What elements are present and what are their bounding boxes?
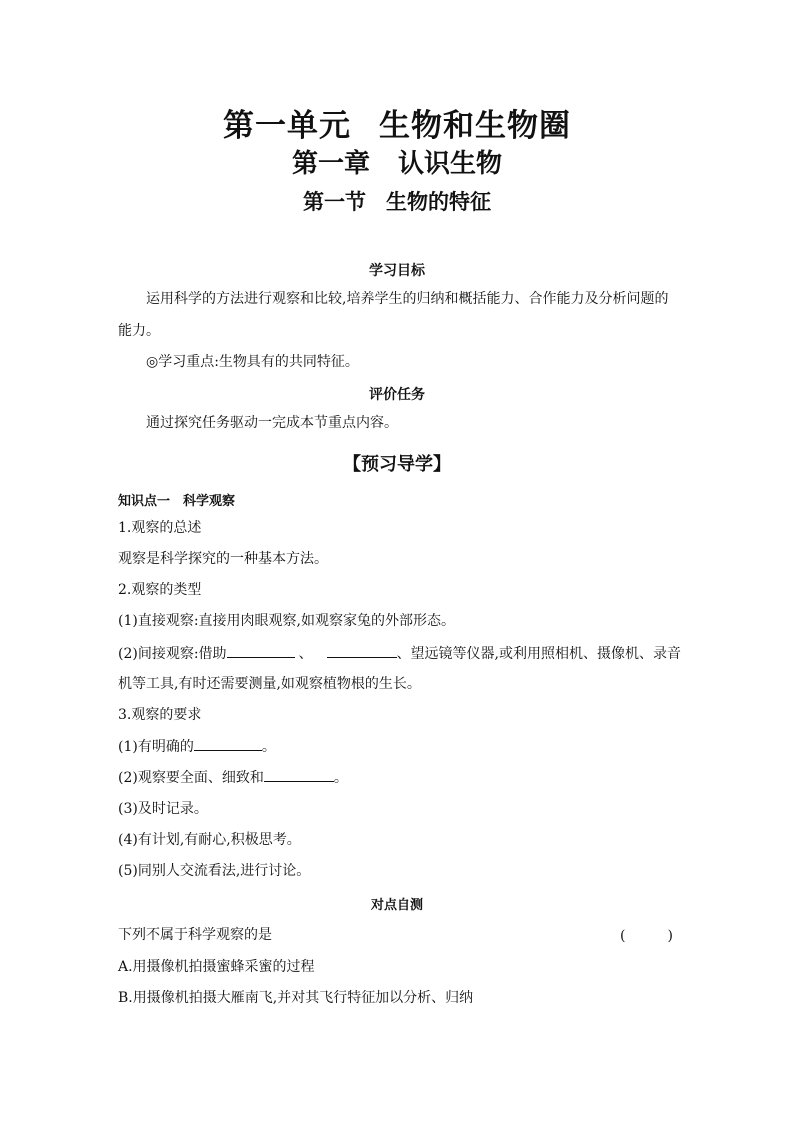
s3-item1 (118, 736, 678, 757)
selftest-heading: 对点自测 (370, 898, 423, 913)
task-text: 通过探究任务驱动一完成本节重点内容。 (146, 415, 398, 431)
s2-item2-prefix: (2)间接观察:借助 (118, 646, 227, 662)
s3-title: 3.观察的要求 (118, 707, 202, 723)
chapter-title (0, 143, 794, 180)
chapter-name: 认识生物 (398, 149, 503, 179)
s2-title: 2.观察的类型 (118, 582, 202, 598)
unit-name: 生物和生物圈 (379, 108, 571, 144)
s1-title: 1.观察的总述 (118, 520, 202, 536)
s3-item5: (5)同别人交流看法,进行讨论。 (118, 863, 311, 879)
chapter-number: 第一章 (291, 149, 370, 179)
selftest-question: 下列不属于科学观察的是 (118, 927, 272, 943)
fill-blank-3[interactable] (194, 736, 262, 751)
task-heading: 评价任务 (369, 387, 425, 403)
goals-text-line1: 运用科学的方法进行观察和比较,培养学生的归纳和概括能力、合作能力及分析问题的 (146, 291, 669, 307)
s3-item1-suffix: 。 (261, 739, 276, 755)
preview-heading: 【预习导学】 (343, 454, 451, 475)
goals-focus: ◎学习重点:生物具有的共同特征。 (146, 354, 359, 370)
goals-heading: 学习目标 (369, 263, 425, 279)
s3-item2 (118, 767, 678, 788)
s2-item1: (1)直接观察:直接用肉眼观察,如观察家兔的外部形态。 (118, 613, 455, 629)
knowledge-point-title: 知识点一 科学观察 (118, 494, 236, 509)
section-name: 生物的特征 (386, 189, 491, 214)
s3-item3: (3)及时记录。 (118, 801, 208, 817)
section-title (0, 186, 794, 216)
s2-item2 (118, 643, 682, 664)
s2-item2-suffix: 、望远镜等仪器,或利用照相机、摄像机、录音 (396, 646, 682, 662)
goals-text-line2: 能力。 (118, 323, 160, 339)
option-a: A.用摄像机拍摄蜜蜂采蜜的过程 (118, 959, 315, 975)
unit-number: 第一单元 (223, 108, 351, 144)
unit-title (0, 100, 794, 145)
s2-item2-separator: 、 (298, 646, 313, 662)
fill-blank-2[interactable] (327, 643, 397, 658)
fill-blank-1[interactable] (227, 643, 295, 658)
s3-item2-suffix: 。 (333, 770, 348, 786)
section-number: 第一节 (303, 189, 366, 214)
s3-item2-prefix: (2)观察要全面、细致和 (118, 770, 264, 786)
s2-item2-line2: 机等工具,有时还需要测量,如观察植物根的生长。 (118, 676, 421, 692)
s3-item4: (4)有计划,有耐心,积极思考。 (118, 832, 301, 848)
answer-bracket[interactable]: ( ) (620, 928, 673, 944)
option-b: B.用摄像机拍摄大雁南飞,并对其飞行特征加以分析、归纳 (118, 990, 474, 1006)
s1-text: 观察是科学探究的一种基本方法。 (118, 551, 328, 567)
fill-blank-4[interactable] (264, 767, 334, 782)
s3-item1-prefix: (1)有明确的 (118, 739, 194, 755)
